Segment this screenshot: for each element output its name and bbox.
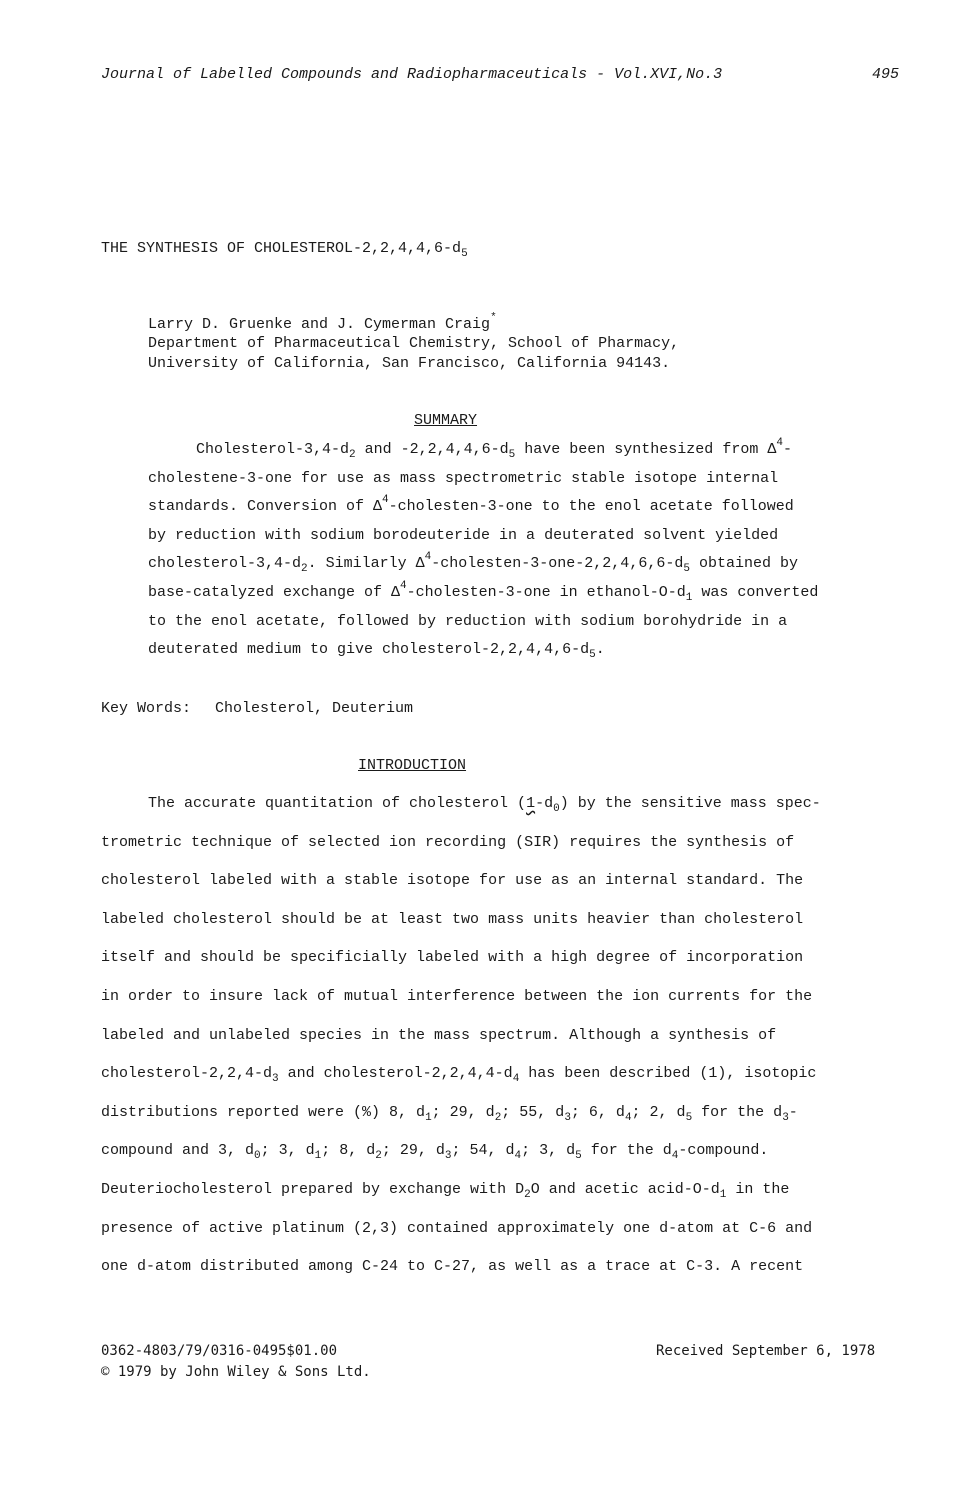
introduction-line: cholesterol labeled with a stable isotope for use as an internal standard. The <box>101 872 804 890</box>
summary-line: cholestene-3-one for use as mass spectrometric stable isotope internal <box>148 469 779 487</box>
copyright: © 1979 by John Wiley & Sons Ltd. <box>101 1364 371 1380</box>
journal-header: Journal of Labelled Compounds and Radiopharmaceuticals - Vol.XVI,No.3 <box>101 66 723 83</box>
author-department: Department of Pharmaceutical Chemistry, School of Pharmacy, <box>148 335 680 352</box>
received-date: Received September 6, 1978 <box>656 1343 876 1359</box>
introduction-line: labeled cholesterol should be at least two mass units heavier than cholesterol <box>101 910 804 928</box>
introduction-line: one d-atom distributed among C-24 to C-27, as well as a trace at C-3. A recent <box>101 1258 804 1276</box>
summary-line: cholesterol-$3,4-d_2$. Similarly $\Delta^4-cholesten-3-one-2,2,4,6,6-d_5$ obtained by <box>148 551 798 576</box>
article-code: 0362-4803/79/0316-0495$01.00 <box>101 1343 338 1359</box>
summary-line: Cholesterol-$3,4-d_2$ and $-2,2,4,4,6-d_5$ have been synthesized from $\Delta^4-$ <box>196 437 792 461</box>
introduction-line: presence of active platinum (2,3) contained approximately one d-atom at C-6 and <box>101 1219 813 1237</box>
summary-line: to the enol acetate, followed by reduction with sodium borohydride in a <box>148 612 788 630</box>
introduction-text <box>101 795 871 1275</box>
introduction-line: compound and 3, $d_0$; 3, $d_1$; 8, $d_2$; 29, $d_3$; 54, $d_4$; 3, $d_5$ for the $d_4$-compound. <box>101 1142 769 1163</box>
summary-line: base-catalyzed exchange of $\Delta^4-cholesten-3$-one in ethanol-$O-d_1$ was converted <box>148 580 819 604</box>
page-number: 495 <box>872 66 900 83</box>
summary-line: deuterated medium to give cholesterol-$2,2,4,4,6-d_5$. <box>148 641 605 662</box>
keywords-value: Cholesterol, Deuterium <box>215 700 414 717</box>
introduction-line: trometric technique of selected ion recording (SIR) requires the synthesis of <box>101 833 795 851</box>
author-university: University of California, San Francisco, California 94143. <box>148 355 671 372</box>
introduction-line: Deuteriocholesterol prepared by exchange with $D_2O$ and acetic acid-$O-d_1$ in the <box>101 1181 790 1201</box>
introduction-line: itself and should be specificially labeled with a high degree of incorporation <box>101 949 804 967</box>
summary-text <box>148 437 868 681</box>
introduction-line: in order to insure lack of mutual interference between the ion currents for the <box>101 988 813 1005</box>
article-title: THE SYNTHESIS OF CHOLESTEROL-$2,2,4,4,6-d_5$ <box>101 240 468 260</box>
keywords-label: Key Words: <box>101 700 192 717</box>
summary-line: standards. Conversion of $\Delta^4-cholesten-3$-one to the enol acetate followed <box>148 494 794 516</box>
introduction-line: The accurate quantitation of cholesterol $(1-d_0)$ by the sensitive mass spec- <box>148 795 821 815</box>
author-names: Larry D. Gruenke and J. Cymerman Craig* <box>148 312 497 333</box>
introduction-line: labeled and unlabeled species in the mass spectrum. Although a synthesis of <box>101 1026 777 1044</box>
summary-heading: SUMMARY <box>414 412 478 429</box>
introduction-heading: INTRODUCTION <box>358 757 467 774</box>
introduction-line: distributions reported were (%) 8, $d_1$; 29, $d_2$; 55, $d_3$; 6, $d_4$; 2, $d_5$ for the $d_3-$ <box>101 1103 798 1124</box>
summary-line: by reduction with sodium borodeuteride in a deuterated solvent yielded <box>148 526 779 544</box>
introduction-line: cholesterol-$2,2,4-d_3$ and cholesterol-$2,2,4,4-d_4$ has been described (1), isotopic <box>101 1065 817 1086</box>
corresponding-author-mark: * <box>490 312 497 324</box>
